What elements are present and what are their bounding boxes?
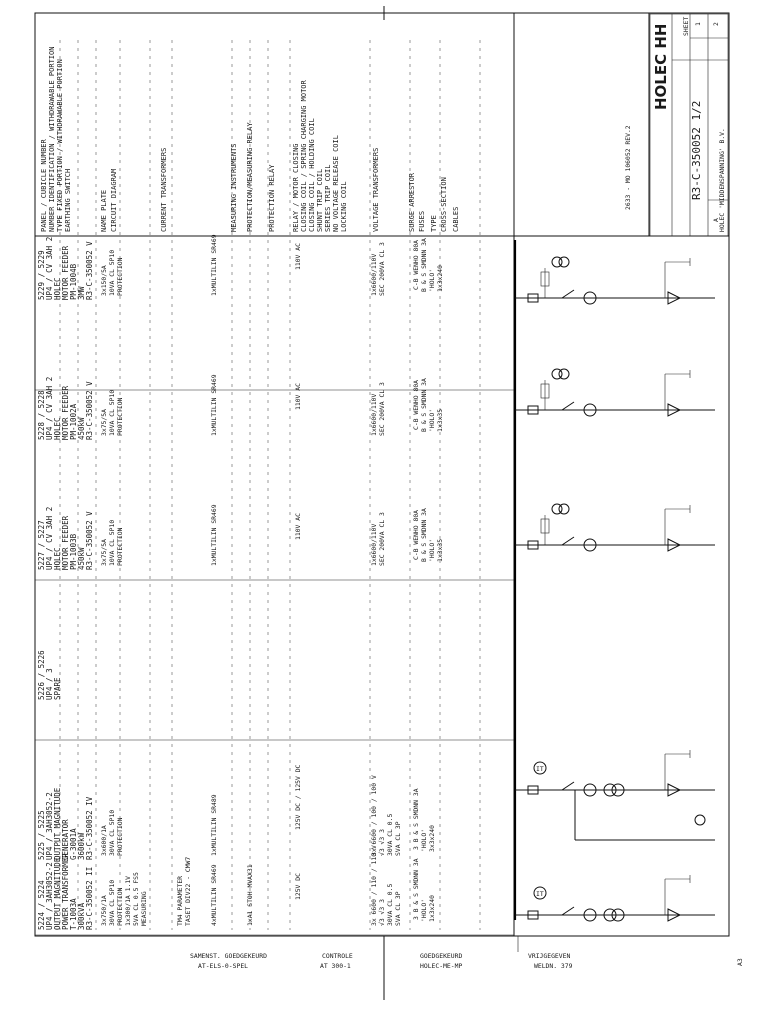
feeder-1-control-voltage: 125V DC <box>294 873 302 900</box>
paper-size-mark: A3 <box>736 958 744 966</box>
feeder-4-header: R3-C-350052 V <box>85 511 94 570</box>
feeder-4-vt: 1x6600/110V <box>370 523 378 566</box>
feeder-4-fuse: C-B WENHO 80A <box>412 509 420 560</box>
footer-top-3: GOEDGEKEURD <box>420 952 463 960</box>
feeder-2-header: OUTPUT MAGNITUDE <box>53 787 62 860</box>
feeder-4-measuring: 1xMULTILIN SR469 <box>210 504 218 566</box>
feeder-1-relay: TM4 PARAMETER <box>176 875 184 926</box>
feeder-4-header: 5227 / 5227 <box>37 520 46 570</box>
legend-label: VOLTAGE TRANSFORMERS <box>372 147 380 232</box>
legend-label: CLOSING COIL / HOLDING COIL <box>308 118 316 232</box>
feeder-1-vt: SVA CL 3P <box>394 891 402 926</box>
feeder-2-vt: SVA CL 3P <box>394 821 402 856</box>
legend-label: LOCKING COIL <box>340 181 348 232</box>
feeder-3-header: SPARE <box>53 677 62 700</box>
legend-label: FUSES <box>418 210 426 232</box>
feeder-1-vt: 3x 6600 / 110 / 110 V <box>370 845 378 926</box>
feeder-1-relay2: TASET DIV22 - CMW7 <box>184 856 192 926</box>
legend-label: RELAY / MOTOR CLOSING <box>292 143 300 232</box>
feeder-6-measuring: 1xMULTILIN SR469 <box>210 234 218 296</box>
feeder-1-vt: √3 √3 3 <box>378 899 386 926</box>
project-name: HOLEC 'MIDDENSPANNING' B.V. <box>718 128 726 232</box>
legend-label: PROTECTION RELAY <box>268 164 276 232</box>
feeder-5-cable: 1x3x35 <box>436 408 444 432</box>
legend-label: TYPE <box>430 215 438 232</box>
feeder-6-ct: 3x150/5A <box>100 265 108 296</box>
vt-winding-symbol <box>559 504 569 514</box>
feeder-5-header: MOTOR FEEDER <box>61 385 70 440</box>
legend-label: CROSS-SECTION <box>440 177 448 232</box>
feeder-2-vt: √3 √3 3 <box>378 829 386 856</box>
feeder-1-cable: 'HOLO' <box>420 898 428 922</box>
legend-label: PANEL / CUBICLE NUMBER <box>40 139 48 232</box>
feeder-1-header: OUTPUT MAGNITUDE <box>53 857 62 930</box>
switch-symbol <box>562 907 574 915</box>
feeder-1-cable: 1x3x240 <box>428 895 436 922</box>
feeder-6-header: HOLEC <box>53 277 62 300</box>
feeder-2-cable: 3x3x240 <box>428 825 436 852</box>
legend-label: CIRCUIT DIAGRAM <box>110 168 118 232</box>
feeder-6-cable: 'HOLO' <box>428 268 436 292</box>
footer <box>190 952 744 970</box>
feeder-6-header: R3-C-350052 V <box>85 241 94 300</box>
feeder-5-cable: 'HOLO' <box>428 408 436 432</box>
feeder-4-header: HOLEC <box>53 547 62 570</box>
feeder-1-ct: 3x750/1A <box>100 895 108 926</box>
sheet-number: 1 <box>694 22 702 26</box>
feeder-2-header: UP4 / 3AH3052-2 <box>45 792 54 860</box>
feeder-6-fuse: C-B WENHO 80A <box>412 239 420 290</box>
feeder-circuit <box>515 750 715 796</box>
feeder-2-measuring: 1xMULTILIN SR489 <box>210 794 218 856</box>
legend-label: CLOSING COIL / SPRING CHARGING MOTOR <box>300 80 308 232</box>
feeder-5-header: UP4 / CV 3AH 2 <box>45 376 54 440</box>
vt-assembly <box>541 504 569 545</box>
feeder-4-ct: 10VA CL 5P10 <box>108 519 116 566</box>
vt-assembly <box>541 369 569 410</box>
feeder-5-header: PM-1002A <box>69 403 78 440</box>
feeder-2-control-voltage: 125V DC / 125V DC <box>294 764 302 830</box>
feeder-2-vt: 3x 6600 / 100 / 100 V <box>370 775 378 856</box>
feeder-1-ct: 30VA CL 5P10 <box>108 879 116 926</box>
feeder-4-cable: 'HOLO' <box>428 538 436 562</box>
feeder-1-vt: 30VA CL 0.5 <box>386 883 394 926</box>
legend-label: SHUNT TRIP COIL <box>316 168 324 232</box>
feeder-5-control-voltage: 110V AC <box>294 383 302 410</box>
feeder-5-header: HOLEC <box>53 417 62 440</box>
vt-winding-symbol <box>559 369 569 379</box>
feeder-2-ct: 30VA CL 5P10 <box>108 809 116 856</box>
legend-label: NAME PLATE <box>100 189 108 232</box>
feeder-4-cable: B & S SMDNN 3A <box>420 508 428 562</box>
feeder-2-header: G-3001A <box>69 828 78 860</box>
feeder-5-header: 450kW <box>77 417 86 440</box>
switch-symbol <box>562 537 574 545</box>
feeder-5-header: R3-C-350052 V <box>85 381 94 440</box>
feeder-2-header: GENERATOR <box>61 819 70 860</box>
overcurrent-relay-label: IT <box>536 765 544 773</box>
feeder-5-measuring: 1xMULTILIN SR469 <box>210 374 218 436</box>
feeder-1-measuring: 4xMULTILIN SR469 <box>210 864 218 926</box>
legend-label: CURRENT TRANSFORMERS <box>160 147 168 232</box>
generator-ct-symbol <box>695 815 705 825</box>
feeder-4-vt: SEC 200VA CL 3 <box>378 512 386 566</box>
feeder-6-header: MOTOR FEEDER <box>61 245 70 300</box>
feeder-1-ct: 1x300/1A 1.1V <box>124 875 132 926</box>
feeder-4-header: UP4 / CV 3AH 2 <box>45 506 54 570</box>
incomer-transformer <box>534 762 624 796</box>
feeder-4-cable: 1x3x35 <box>436 538 444 562</box>
title-block <box>624 14 728 236</box>
feeder-2-header: 5225 / 5225 <box>37 810 46 860</box>
feeder-1-fuse: 3 B & S SMDNN 3A <box>412 858 420 920</box>
feeder-5-fuse: C-B WENHO 80A <box>412 379 420 430</box>
feeder-5-vt: SEC 200VA CL 3 <box>378 382 386 436</box>
footer-top-2: CONTROLE <box>322 952 353 960</box>
feeder-4-control-voltage: 110V AC <box>294 513 302 540</box>
footer-top-1: SAMENST. GOEDGEKEURD <box>190 952 267 960</box>
generator-branch <box>575 790 715 840</box>
feeder-1-header: UP4 / 3AH3052-2 <box>45 862 54 930</box>
feeder-5-cable: B & S SMDNN 3A <box>420 378 428 432</box>
vt-assembly <box>541 257 569 298</box>
feeder-4-header: MOTOR FEEDER <box>61 515 70 570</box>
feeder-6-ct: PROTECTION <box>116 257 124 296</box>
feeder-3-header: UP4 / 3 <box>45 668 54 700</box>
feeder-circuit <box>515 875 715 921</box>
legend-label: PROTECTION/MEASURING RELAY <box>246 122 254 232</box>
sheet-label: SHEET <box>682 16 690 36</box>
feeder-5-vt: 1x6600/110V <box>370 393 378 436</box>
incomer-transformer <box>534 887 624 921</box>
feeder-5-ct: 3x75/5A <box>100 409 108 436</box>
feeder-2-ct: PROTECTION <box>116 817 124 856</box>
switch-symbol <box>562 290 574 298</box>
feeder-6-header: 3MW <box>77 286 86 300</box>
footer-top-4: VRIJGEGEVEN <box>528 952 571 960</box>
feeder-6-cable: B & S SMDNN 3A <box>420 238 428 292</box>
feeder-6-header: PM-1004B <box>69 263 78 300</box>
overcurrent-relay-label: IT <box>536 890 544 898</box>
legend-label: CABLES <box>452 206 460 232</box>
feeder-2-header: 3600kW <box>77 832 86 860</box>
drawing-number: R3-C-350052 1/2 <box>690 100 703 200</box>
feeder-6-vt: SEC 200VA CL 3 <box>378 242 386 296</box>
feeder-6-ct: 10VA CL 5P10 <box>108 249 116 296</box>
footer-bottom-1: AT-ELS-0-SPEL <box>198 962 249 970</box>
feeder-5-ct: PROTECTION <box>116 397 124 436</box>
feeder-2-vt: 30VA CL 0.5 <box>386 813 394 856</box>
feeder-4-header: PM-1003B <box>69 533 78 570</box>
feeder-1-ct: MEASURING <box>140 891 148 926</box>
legend-label: NO VOLTAGE RELEASE COIL <box>332 135 340 232</box>
vt-winding-symbol <box>559 257 569 267</box>
feeder-3-header: 5226 / 5226 <box>37 650 46 700</box>
feeder-1-header: POWER TRANSFORMER <box>61 853 70 930</box>
feeder-4-header: 450kW <box>77 547 86 570</box>
legend-label: MEASURING INSTRUMENTS <box>230 143 238 232</box>
feeder-1-header: T-1003A <box>69 898 78 930</box>
feeder-1-ct: 5VA CL 0.5 FS5 <box>132 872 140 926</box>
feeder-4-ct: PROTECTION <box>116 527 124 566</box>
feeder-4-ct: 3x75/5A <box>100 539 108 566</box>
holec-logo: HOLEC HH <box>652 23 670 110</box>
legend-label: SERIES TRIP COIL <box>324 164 332 232</box>
feeder-6-control-voltage: 110V AC <box>294 243 302 270</box>
feeder-2-fuse: 3 B & S SMDNN 3A <box>412 788 420 850</box>
legend-label: NUMBER IDENTIFICATION / WITHDRAWABLE PORTION <box>48 46 56 232</box>
legend-label: EARTHING SWITCH <box>64 168 72 232</box>
revision-letter: A <box>712 218 720 222</box>
switch-symbol <box>562 782 574 790</box>
legend-label: SURGE ARRESTOR <box>408 172 416 232</box>
feeder-5-ct: 10VA CL 5P10 <box>108 389 116 436</box>
feeder-1-timer: 1xA1 STOH MVAX31 <box>246 864 254 926</box>
feeder-6-cable: 1x3x240 <box>436 265 444 292</box>
feeder-2-ct: 3x600/1A <box>100 825 108 856</box>
feeder-6-vt: 1x6600/110V <box>370 253 378 296</box>
footer-bottom-3: HOLEC-ME-MP <box>420 962 463 970</box>
sheet-total: 2 <box>712 22 720 26</box>
legend-label: TYPE FIXED PORTION / WITHDRAWABLE PORTION <box>56 59 64 232</box>
drawing-reference: 2633 - MO 106052 REV.2 <box>624 125 632 210</box>
footer-bottom-4: WELDN. 379 <box>534 962 573 970</box>
feeder-1-header: 5224 / 5224 <box>37 880 46 930</box>
feeder-text <box>37 234 444 930</box>
feeder-1-header: R3-C-350052 II <box>85 866 94 930</box>
feeder-2-header: R3-C-350052 IV <box>85 796 94 860</box>
feeder-1-ct: PROTECTION <box>116 887 124 926</box>
feeder-2-cable: 'HOLO' <box>420 828 428 852</box>
feeder-6-header: UP4 / CV 3AH 2 <box>45 236 54 300</box>
footer-bottom-2: AT 300-1 <box>320 962 351 970</box>
feeder-5-header: 5228 / 5228 <box>37 390 46 440</box>
switch-symbol <box>562 402 574 410</box>
feeder-6-header: 5229 / 5229 <box>37 250 46 300</box>
diagram-area <box>515 240 715 921</box>
feeder-1-header: 300kVA <box>77 902 86 930</box>
